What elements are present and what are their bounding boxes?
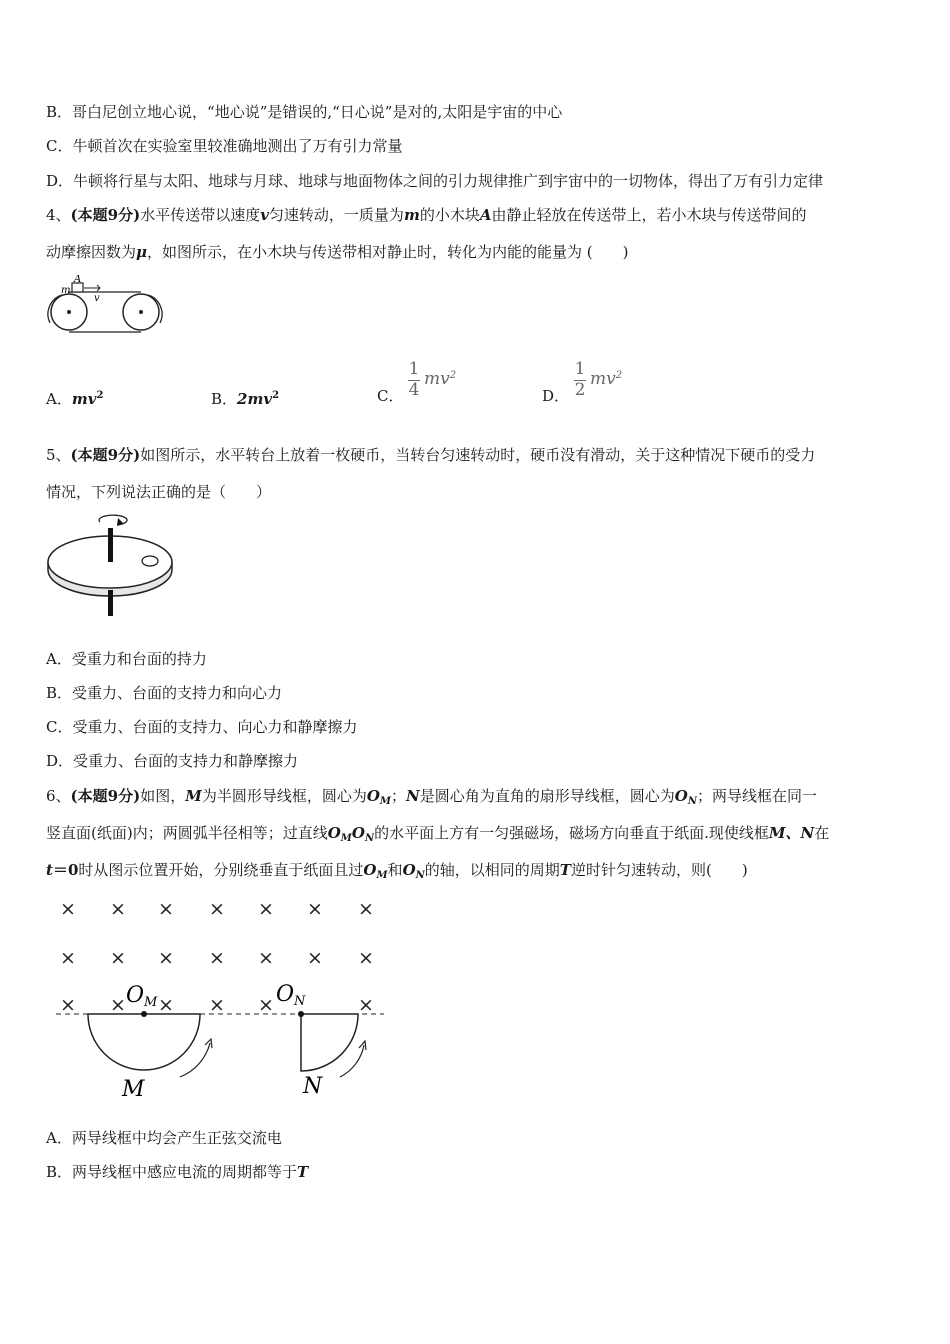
q4-option-d-fraction: 1 2: [574, 359, 586, 400]
label-m-frame: M: [122, 1077, 145, 1102]
svg-text:×: ×: [209, 994, 225, 1016]
label-m: m: [61, 285, 71, 296]
magnetic-field-crosses: [60, 898, 374, 1016]
svg-text:×: ×: [258, 947, 274, 969]
label-om: OM: [126, 983, 158, 1010]
svg-text:×: ×: [158, 994, 174, 1016]
svg-text:×: ×: [258, 898, 274, 920]
coin: [142, 556, 158, 566]
q5-stem-line2: 情况，下列说法正确的是（ ）: [46, 483, 272, 501]
sector-frame-n: [301, 1014, 358, 1071]
svg-text:×: ×: [60, 898, 76, 920]
svg-text:×: ×: [110, 947, 126, 969]
q5-option-d: D．受重力、台面的支持力和静摩擦力: [46, 752, 299, 770]
svg-text:×: ×: [209, 898, 225, 920]
turntable-figure: [42, 510, 177, 618]
q6-option-a: A．两导线框中均会产生正弦交流电: [46, 1129, 282, 1147]
conveyor-belt-figure: [42, 275, 167, 335]
q4-option-d-expr: $mv^2$: [590, 369, 623, 389]
label-on: ON: [276, 982, 306, 1009]
svg-text:×: ×: [358, 994, 374, 1016]
label-n-frame: N: [303, 1074, 323, 1099]
q3-option-d: D．牛顿将行星与太阳、地球与月球、地球与地面物体之间的引力规律推广到宇宙中的一切物体，得出了万有引力定律: [46, 172, 824, 190]
svg-text:×: ×: [307, 947, 323, 969]
q4-option-c-label: C．: [377, 387, 404, 405]
label-a: A: [74, 275, 82, 285]
q3-option-b: B．哥白尼创立地心说，“地心说”是错误的,“日心说”是对的,太阳是宇宙的中心: [46, 103, 563, 121]
q5-option-c: C．受重力、台面的支持力、向心力和静摩擦力: [46, 718, 358, 736]
svg-text:×: ×: [358, 947, 374, 969]
label-v: v: [94, 293, 100, 304]
svg-text:×: ×: [60, 994, 76, 1016]
svg-text:×: ×: [358, 898, 374, 920]
q4-option-a: A．$mv^2$: [46, 390, 104, 408]
svg-text:×: ×: [307, 898, 323, 920]
q5-stem-line1: 5、(本题9分)如图所示，水平转台上放着一枚硬币，当转台匀速转动时，硬币没有滑动，关于这种情况下硬币的受力: [46, 446, 816, 464]
q4-option-c-expr: $mv^2$: [424, 369, 457, 389]
svg-text:×: ×: [158, 898, 174, 920]
q6-stem-line2: 竖直面(纸面)内；两圆弧半径相等；过直线$O_MO_N$的水平面上方有一匀强磁场，磁场方向垂直于纸面.现使线框M、N在: [46, 824, 830, 844]
q4-stem-line2: 动摩擦因数为μ，如图所示，在小木块与传送带相对静止时，转化为内能的能量为 ( ): [46, 243, 629, 261]
magnetic-field-figure: [52, 893, 392, 1103]
q6-option-b: B．两导线框中感应电流的周期都等于T: [46, 1163, 309, 1181]
q4-stem-line1: 4、(本题9分)水平传送带以速度v匀速转动，一质量为m的小木块A由静止轻放在传送带上，若小木块与传送带间的: [46, 206, 807, 224]
svg-text:×: ×: [258, 994, 274, 1016]
q5-option-b: B．受重力、台面的支持力和向心力: [46, 684, 283, 702]
svg-text:×: ×: [110, 898, 126, 920]
svg-text:×: ×: [110, 994, 126, 1016]
q6-stem-line3: t＝0时从图示位置开始，分别绕垂直于纸面且过$O_M$和$O_N$的轴，以相同的周期T逆时针匀速转动，则( ): [46, 861, 748, 881]
q4-option-c-fraction: 1 4: [408, 359, 420, 400]
rotation-axis: [108, 590, 113, 616]
q5-option-a: A．受重力和台面的持力: [46, 650, 207, 668]
q6-stem-line1: 6、(本题9分)如图，M为半圆形导线框，圆心为$O_M$；N是圆心角为直角的扇形导线框，圆心为$O_N$；两导线框在同一: [46, 787, 817, 807]
q4-option-d-label: D．: [542, 387, 570, 405]
svg-text:×: ×: [60, 947, 76, 969]
svg-text:×: ×: [209, 947, 225, 969]
q3-option-c: C．牛顿首次在实验室里较准确地测出了万有引力常量: [46, 137, 403, 155]
svg-text:×: ×: [158, 947, 174, 969]
semicircle-frame-m: [88, 1014, 200, 1070]
q4-option-b: B．$2mv^2$: [211, 390, 280, 408]
